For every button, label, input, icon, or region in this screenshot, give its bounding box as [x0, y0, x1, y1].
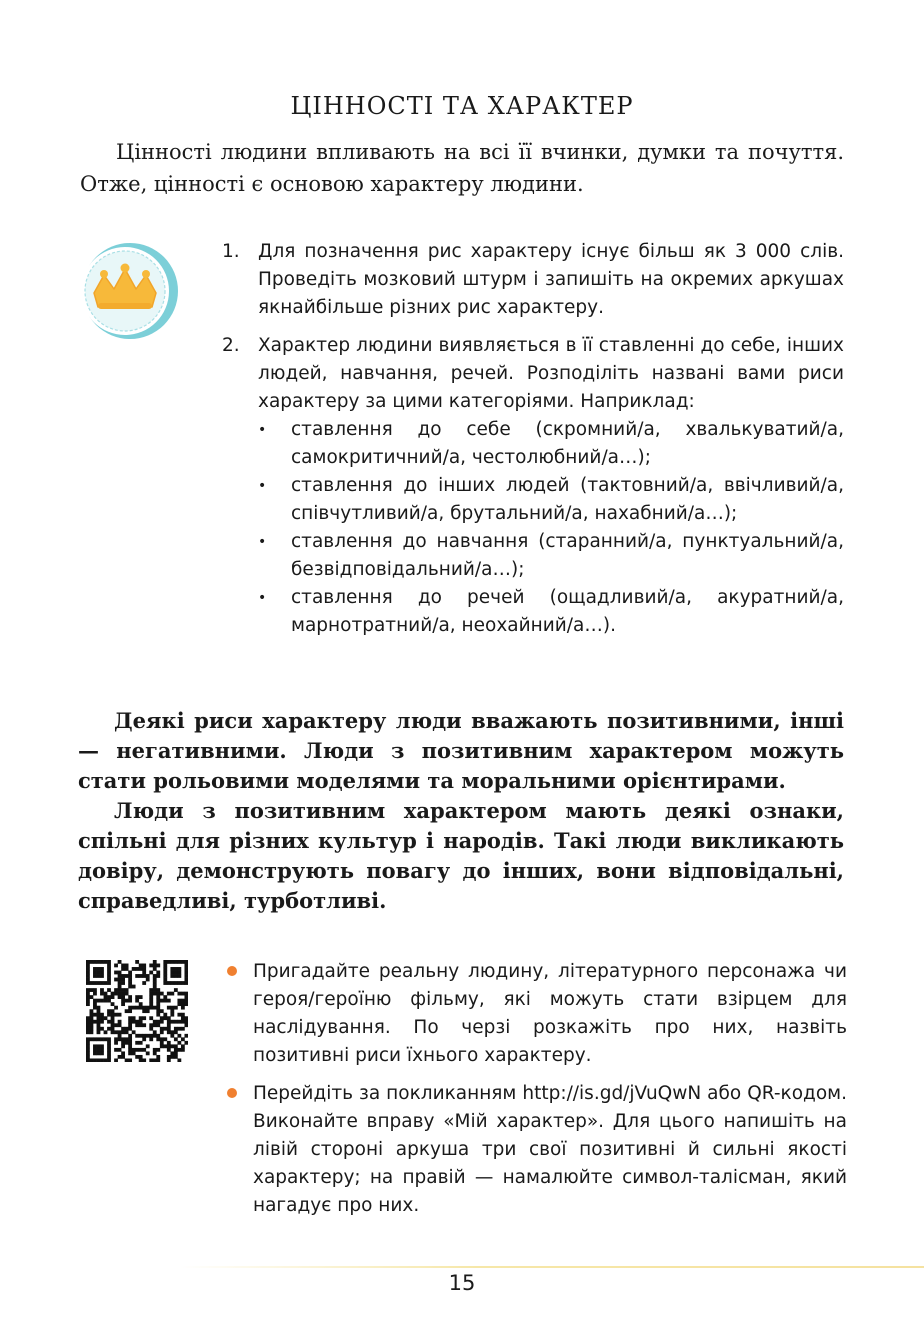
crown-badge — [80, 241, 180, 341]
body-paragraph: Деякі риси характеру люди вважають позитивними, інші — негативними. Люди з позитивним характером можуть стати рольовими моделями та моральними орієнтирами. — [78, 708, 844, 793]
bullet-icon: • — [258, 478, 267, 494]
activity-item — [226, 1080, 847, 1220]
category-text: ставлення до інших людей (тактовний/а, ввічливий/а, співчутливий/а, брутальний/а, нахабний/а…); — [291, 475, 844, 524]
page-title: ЦІННОСТІ ТА ХАРАКТЕР — [290, 92, 634, 121]
category-item — [258, 584, 844, 640]
bullet-icon: • — [258, 534, 267, 550]
orange-bullet-icon — [227, 966, 237, 976]
activity-text: Перейдіть за покликанням http://is.gd/jVuQwN або QR-кодом. Виконайте вправу «Мій характер». Для цього напишіть на лівій стороні аркуша три свої позитивні й сильні якості характеру; на правій — намалюйте символ-талісман, який нагадує про них. — [253, 1083, 847, 1216]
task-number: 2. — [222, 335, 240, 356]
page-number: 15 — [448, 1271, 476, 1295]
task-text: Для позначення рис характеру існує більш як 3 000 слів. Проведіть мозковий штурм і запишіть на окремих аркушах якнайбільше різних рис характеру. — [258, 241, 844, 318]
bullet-icon: • — [258, 590, 267, 606]
task-number: 1. — [222, 241, 240, 262]
category-list — [258, 416, 844, 640]
category-text: ставлення до навчання (старанний/а, пунктуальний/а, безвідповідальний/а…); — [291, 531, 844, 580]
task-item — [220, 332, 844, 640]
category-item — [258, 528, 844, 584]
category-item — [258, 416, 844, 472]
task-text: Характер людини виявляється в її ставленні до себе, інших людей, навчання, речей. Розподіліть названі вами риси характеру за цими категоріями. Наприклад: — [258, 335, 844, 412]
qr-code-graphic — [86, 960, 188, 1062]
category-item — [258, 472, 844, 528]
bullet-icon: • — [258, 422, 267, 438]
intro-paragraph: Цінності людини впливають на всі її вчинки, думки та почуття. Отже, цінності є основою характеру людини. — [80, 140, 844, 196]
category-text: ставлення до себе (скромний/а, хвалькуватий/а, самокритичний/а, честолюбний/а…); — [291, 419, 844, 468]
crown-icon — [80, 241, 180, 341]
footer-divider — [180, 1266, 924, 1268]
body-text — [78, 706, 844, 916]
body-paragraph: Люди з позитивним характером мають деякі ознаки, спільні для різних культур і народів. Такі люди викликають довіру, демонструють повагу до інших, вони відповідальні, справедливі, турботливі. — [78, 798, 844, 913]
category-text: ставлення до речей (ощадливий/а, акуратний/а, марнотратний/а, неохайний/а…). — [291, 587, 844, 636]
task-item — [220, 238, 844, 322]
activity-list — [226, 958, 847, 1230]
activity-text: Пригадайте реальну людину, літературного персонажа чи героя/героїню фільму, які можуть стати взірцем для наслідування. По черзі розкажіть про них, назвіть позитивні риси їхнього характеру. — [253, 961, 847, 1066]
orange-bullet-icon — [227, 1088, 237, 1098]
task-list — [220, 238, 844, 640]
activity-item — [226, 958, 847, 1070]
qr-code-icon[interactable] — [86, 960, 188, 1062]
